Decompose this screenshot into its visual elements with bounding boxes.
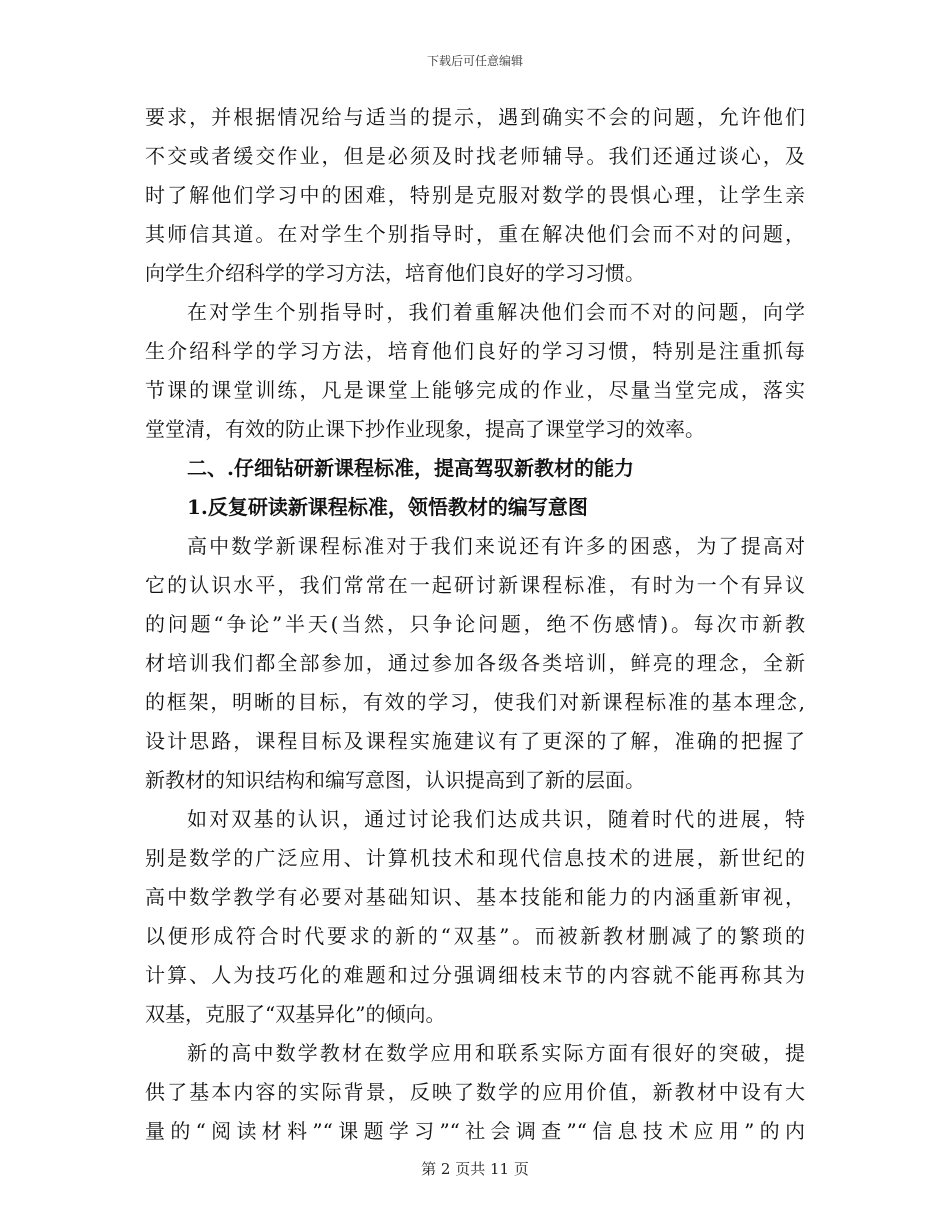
text-line: 向学生介绍科学的学习方法，培育他们良好的学习习惯。 (145, 261, 645, 285)
text-line: 计算、人为技巧化的难题和过分强调细枝末节的内容就不能再称其为 (145, 963, 805, 987)
page-header: 下载后可任意编辑 (426, 54, 523, 68)
text-line: 其师信其道。在对学生个别指导时，重在解决他们会而不对的问题， (145, 222, 805, 246)
text-line: 供了基本内容的实际背景，反映了数学的应用价值，新教材中设有大 (145, 1080, 805, 1104)
text-line: 以便形成符合时代要求的新的“双基”。而被新教材删减了的繁琐的 (145, 924, 805, 948)
text-line: 高中数学教学有必要对基础知识、基本技能和能力的内涵重新审视， (145, 885, 805, 909)
text-line: 它的认识水平，我们常常在一起研讨新课程标准，有时为一个有异议 (145, 573, 805, 597)
text-line: 双基，克服了“双基异化”的倾向。 (145, 1002, 446, 1026)
text-line: 不交或者缓交作业，但是必须及时找老师辅导。我们还通过谈心，及 (145, 144, 805, 168)
text-line: 生介绍科学的学习方法，培育他们良好的学习习惯，特别是注重抓每 (145, 339, 805, 363)
text-line: 材培训我们都全部参加，通过参加各级各类培训，鲜亮的理念，全新 (145, 651, 805, 675)
text-line: 高中数学新课程标准对于我们来说还有许多的困惑，为了提高对 (187, 534, 805, 558)
text-line: 新的高中数学教材在数学应用和联系实际方面有很好的突破，提 (187, 1041, 805, 1065)
section-heading: 二、.仔细钻研新课程标准，提高驾驭新教材的能力 (187, 456, 634, 480)
text-line: 量的“阅读材料”“课题学习”“社会调查”“信息技术应用”的内 (145, 1119, 805, 1143)
page-footer: 第 2 页共 11 页 (421, 1160, 529, 1178)
text-line: 堂堂清，有效的防止课下抄作业现象，提高了课堂学习的效率。 (145, 417, 705, 441)
text-line: 节课的课堂训练，凡是课堂上能够完成的作业，尽量当堂完成，落实 (145, 378, 805, 402)
text-line: 时了解他们学习中的困难，特别是克服对数学的畏惧心理，让学生亲 (145, 183, 805, 207)
text-line: 在对学生个别指导时，我们着重解决他们会而不对的问题，向学 (187, 300, 805, 324)
text-line: 的框架，明晰的目标，有效的学习，使我们对新课程标准的基本理念, (145, 690, 805, 714)
text-line: 设计思路，课程目标及课程实施建议有了更深的了解，准确的把握了 (145, 729, 805, 753)
subsection-heading: 1.反复研读新课程标准，领悟教材的编写意图 (187, 495, 588, 519)
document-body (145, 98, 805, 1151)
text-line: 的问题“争论”半天(当然，只争论问题，绝不伤感情)。每次市新教 (145, 612, 805, 636)
text-line: 别是数学的广泛应用、计算机技术和现代信息技术的进展，新世纪的 (145, 846, 805, 870)
text-line: 如对双基的认识，通过讨论我们达成共识，随着时代的进展，特 (187, 807, 805, 831)
text-line: 新教材的知识结构和编写意图，认识提高到了新的层面。 (145, 768, 645, 792)
text-line: 要求，并根据情况给与适当的提示，遇到确实不会的问题，允许他们 (145, 105, 805, 129)
